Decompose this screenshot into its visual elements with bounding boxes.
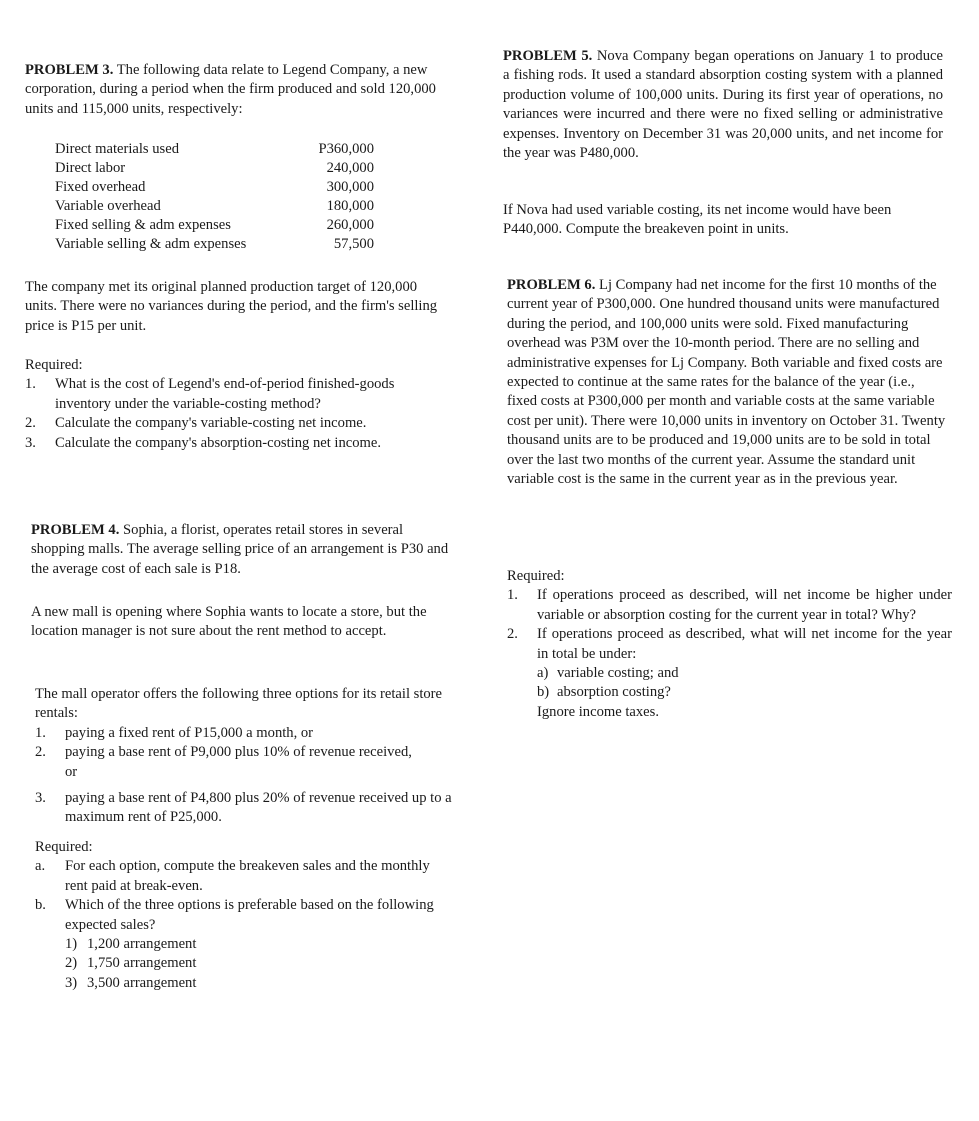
problem-6-note: Ignore income taxes. <box>537 703 659 720</box>
problem-3-required <box>25 356 445 453</box>
list-item <box>25 375 445 414</box>
table-row <box>55 197 374 216</box>
item-text: Which of the three options is preferable based on the following expected sales? <box>65 897 434 933</box>
item-number: b. <box>35 897 46 914</box>
problem-5-intro-text: Nova Company began operations on January 1 to produce a fishing rods. It used a standard absorption costing system with a planned production volume of 100,000 units. During its first year of operations, no variances were incurred and there were no fixed selling or administrative expenses. Inventory on December 31 was 20,000 units, and net income for the year was P480,000. <box>503 48 943 162</box>
required-list <box>507 586 952 664</box>
item-text: If operations proceed as described, will net income be higher under variable or absorption costing for the current year in total? Why? <box>537 587 952 623</box>
cost-label: Variable overhead <box>55 198 161 214</box>
cost-amount: 240,000 <box>326 160 374 176</box>
problem-5-title: PROBLEM 5. <box>503 48 593 64</box>
required-heading: Required: <box>35 839 93 855</box>
cost-label: Direct labor <box>55 160 126 176</box>
table-row <box>55 159 374 178</box>
table-row <box>55 178 374 197</box>
problem-6-intro-text: Lj Company had net income for the first 10 months of the current year of P300,000. One hundred thousand units were manufactured during the period, and 100,000 units were sold. Fixed manufacturing overhead was P3M over the 10-month period. There are no selling and administrative expenses for Lj Company. Both variable and fixed costs are expected to continue at the same rates for the balance of the year (i.e., fixed costs at P300,000 per month and variable costs at the same variable cost per unit). There were 10,000 units in inventory on October 31. Twenty thousand units are to be produced and 19,000 units are to be sold in total over the last two months of the current year. Assume the standard unit variable cost is the same in the current year as in the previous year. <box>507 277 946 488</box>
item-number: 2) <box>65 955 78 972</box>
cost-label: Direct materials used <box>55 141 179 157</box>
required-list <box>35 857 455 935</box>
options-intro: The mall operator offers the following three options for its retail store rentals: <box>35 686 443 722</box>
problem-4-intro-text: Sophia, a florist, operates retail stores in several shopping malls. The average selling price of an arrangement is P30 and the average cost of each sale is P18. <box>31 522 449 577</box>
cost-label: Fixed overhead <box>55 179 146 195</box>
list-item <box>507 586 952 625</box>
problem-3-cost-table <box>55 140 374 254</box>
list-item <box>25 434 445 453</box>
item-number: 3) <box>65 974 78 991</box>
problem-3-paragraph: The company met its original planned production target of 120,000 units. There were no variances during the period, and the firm's selling price is P15 per unit. <box>25 279 438 334</box>
list-item <box>35 789 485 828</box>
table-row <box>55 235 374 254</box>
cost-amount: 260,000 <box>326 217 374 233</box>
item-text: 1,200 arrangement <box>87 936 197 953</box>
required-list <box>25 375 445 453</box>
item-number: 1) <box>65 936 78 953</box>
list-item <box>65 935 455 954</box>
item-text: What is the cost of Legend's end-of-period finished-goods inventory under the variable-costing method? <box>55 376 395 412</box>
item-text: paying a base rent of P9,000 plus 10% of revenue received, <box>65 744 412 761</box>
list-item <box>537 683 952 702</box>
list-item <box>537 664 952 683</box>
item-number: 2. <box>35 744 46 761</box>
cost-amount: P360,000 <box>318 141 374 157</box>
item-number: a) <box>537 665 549 682</box>
item-text: 3,500 arrangement <box>87 974 197 991</box>
problem-4-options <box>35 685 485 828</box>
problem-4-title: PROBLEM 4. <box>31 522 120 538</box>
item-text: paying a fixed rent of P15,000 a month, or <box>65 724 314 741</box>
list-item <box>35 763 485 782</box>
item-number: a. <box>35 858 46 875</box>
required-heading: Required: <box>25 357 83 373</box>
problem-4-paragraph: A new mall is opening where Sophia wants to locate a store, but the location manager is not sure about the rent method to accept. <box>31 604 427 640</box>
required-heading: Required: <box>507 568 565 584</box>
item-text: For each option, compute the breakeven sales and the monthly rent paid at break-even. <box>65 858 430 894</box>
list-item <box>65 974 455 993</box>
item-number: b) <box>537 684 550 701</box>
problem-4-required <box>35 838 455 993</box>
item-number: 2. <box>25 415 36 432</box>
sub-items-list <box>537 664 952 703</box>
item-text: absorption costing? <box>557 684 671 701</box>
item-number: 3. <box>35 790 46 807</box>
list-item <box>35 724 485 743</box>
expected-sales-list <box>65 935 455 993</box>
item-number: 1. <box>507 587 518 604</box>
list-item <box>507 625 952 664</box>
problem-6-required <box>507 567 952 722</box>
item-text: paying a base rent of P4,800 plus 20% of revenue received up to a maximum rent of P25,000. <box>65 790 452 826</box>
problem-5-intro <box>503 47 943 163</box>
item-text: Calculate the company's absorption-costing net income. <box>55 434 382 451</box>
cost-amount: 300,000 <box>326 179 374 195</box>
list-item <box>35 743 485 762</box>
problem-5-paragraph: If Nova had used variable costing, its net income would have been P440,000. Compute the breakeven point in units. <box>503 202 892 238</box>
table-row <box>55 140 374 159</box>
item-number: 1. <box>35 724 46 741</box>
problem-3 <box>25 61 445 119</box>
list-item <box>35 857 455 896</box>
item-text: Calculate the company's variable-costing net income. <box>55 415 367 432</box>
list-item <box>65 954 455 973</box>
problem-6-intro <box>507 276 947 489</box>
problem-3-title: PROBLEM 3. <box>25 62 114 78</box>
cost-label: Variable selling & adm expenses <box>55 236 247 252</box>
problem-4-intro <box>31 521 451 579</box>
item-number: 1. <box>25 376 36 393</box>
item-text: If operations proceed as described, what will net income for the year in total be under: <box>537 626 952 662</box>
item-text: variable costing; and <box>557 665 679 682</box>
options-list <box>35 724 485 828</box>
item-text: or <box>65 763 78 780</box>
table-row <box>55 216 374 235</box>
cost-label: Fixed selling & adm expenses <box>55 217 231 233</box>
list-item <box>25 414 445 433</box>
item-number: 2. <box>507 626 518 643</box>
list-item <box>35 896 455 935</box>
problem-6-title: PROBLEM 6. <box>507 277 596 293</box>
problem-3-intro-text: The following data relate to Legend Company, a new corporation, during a period when the firm produced and sold 120,000 units and 115,000 units, respectively: <box>25 62 436 117</box>
item-text: 1,750 arrangement <box>87 955 197 972</box>
cost-amount: 180,000 <box>326 198 374 214</box>
item-number: 3. <box>25 434 36 451</box>
problem-3-intro <box>25 61 445 119</box>
cost-amount: 57,500 <box>333 236 374 252</box>
